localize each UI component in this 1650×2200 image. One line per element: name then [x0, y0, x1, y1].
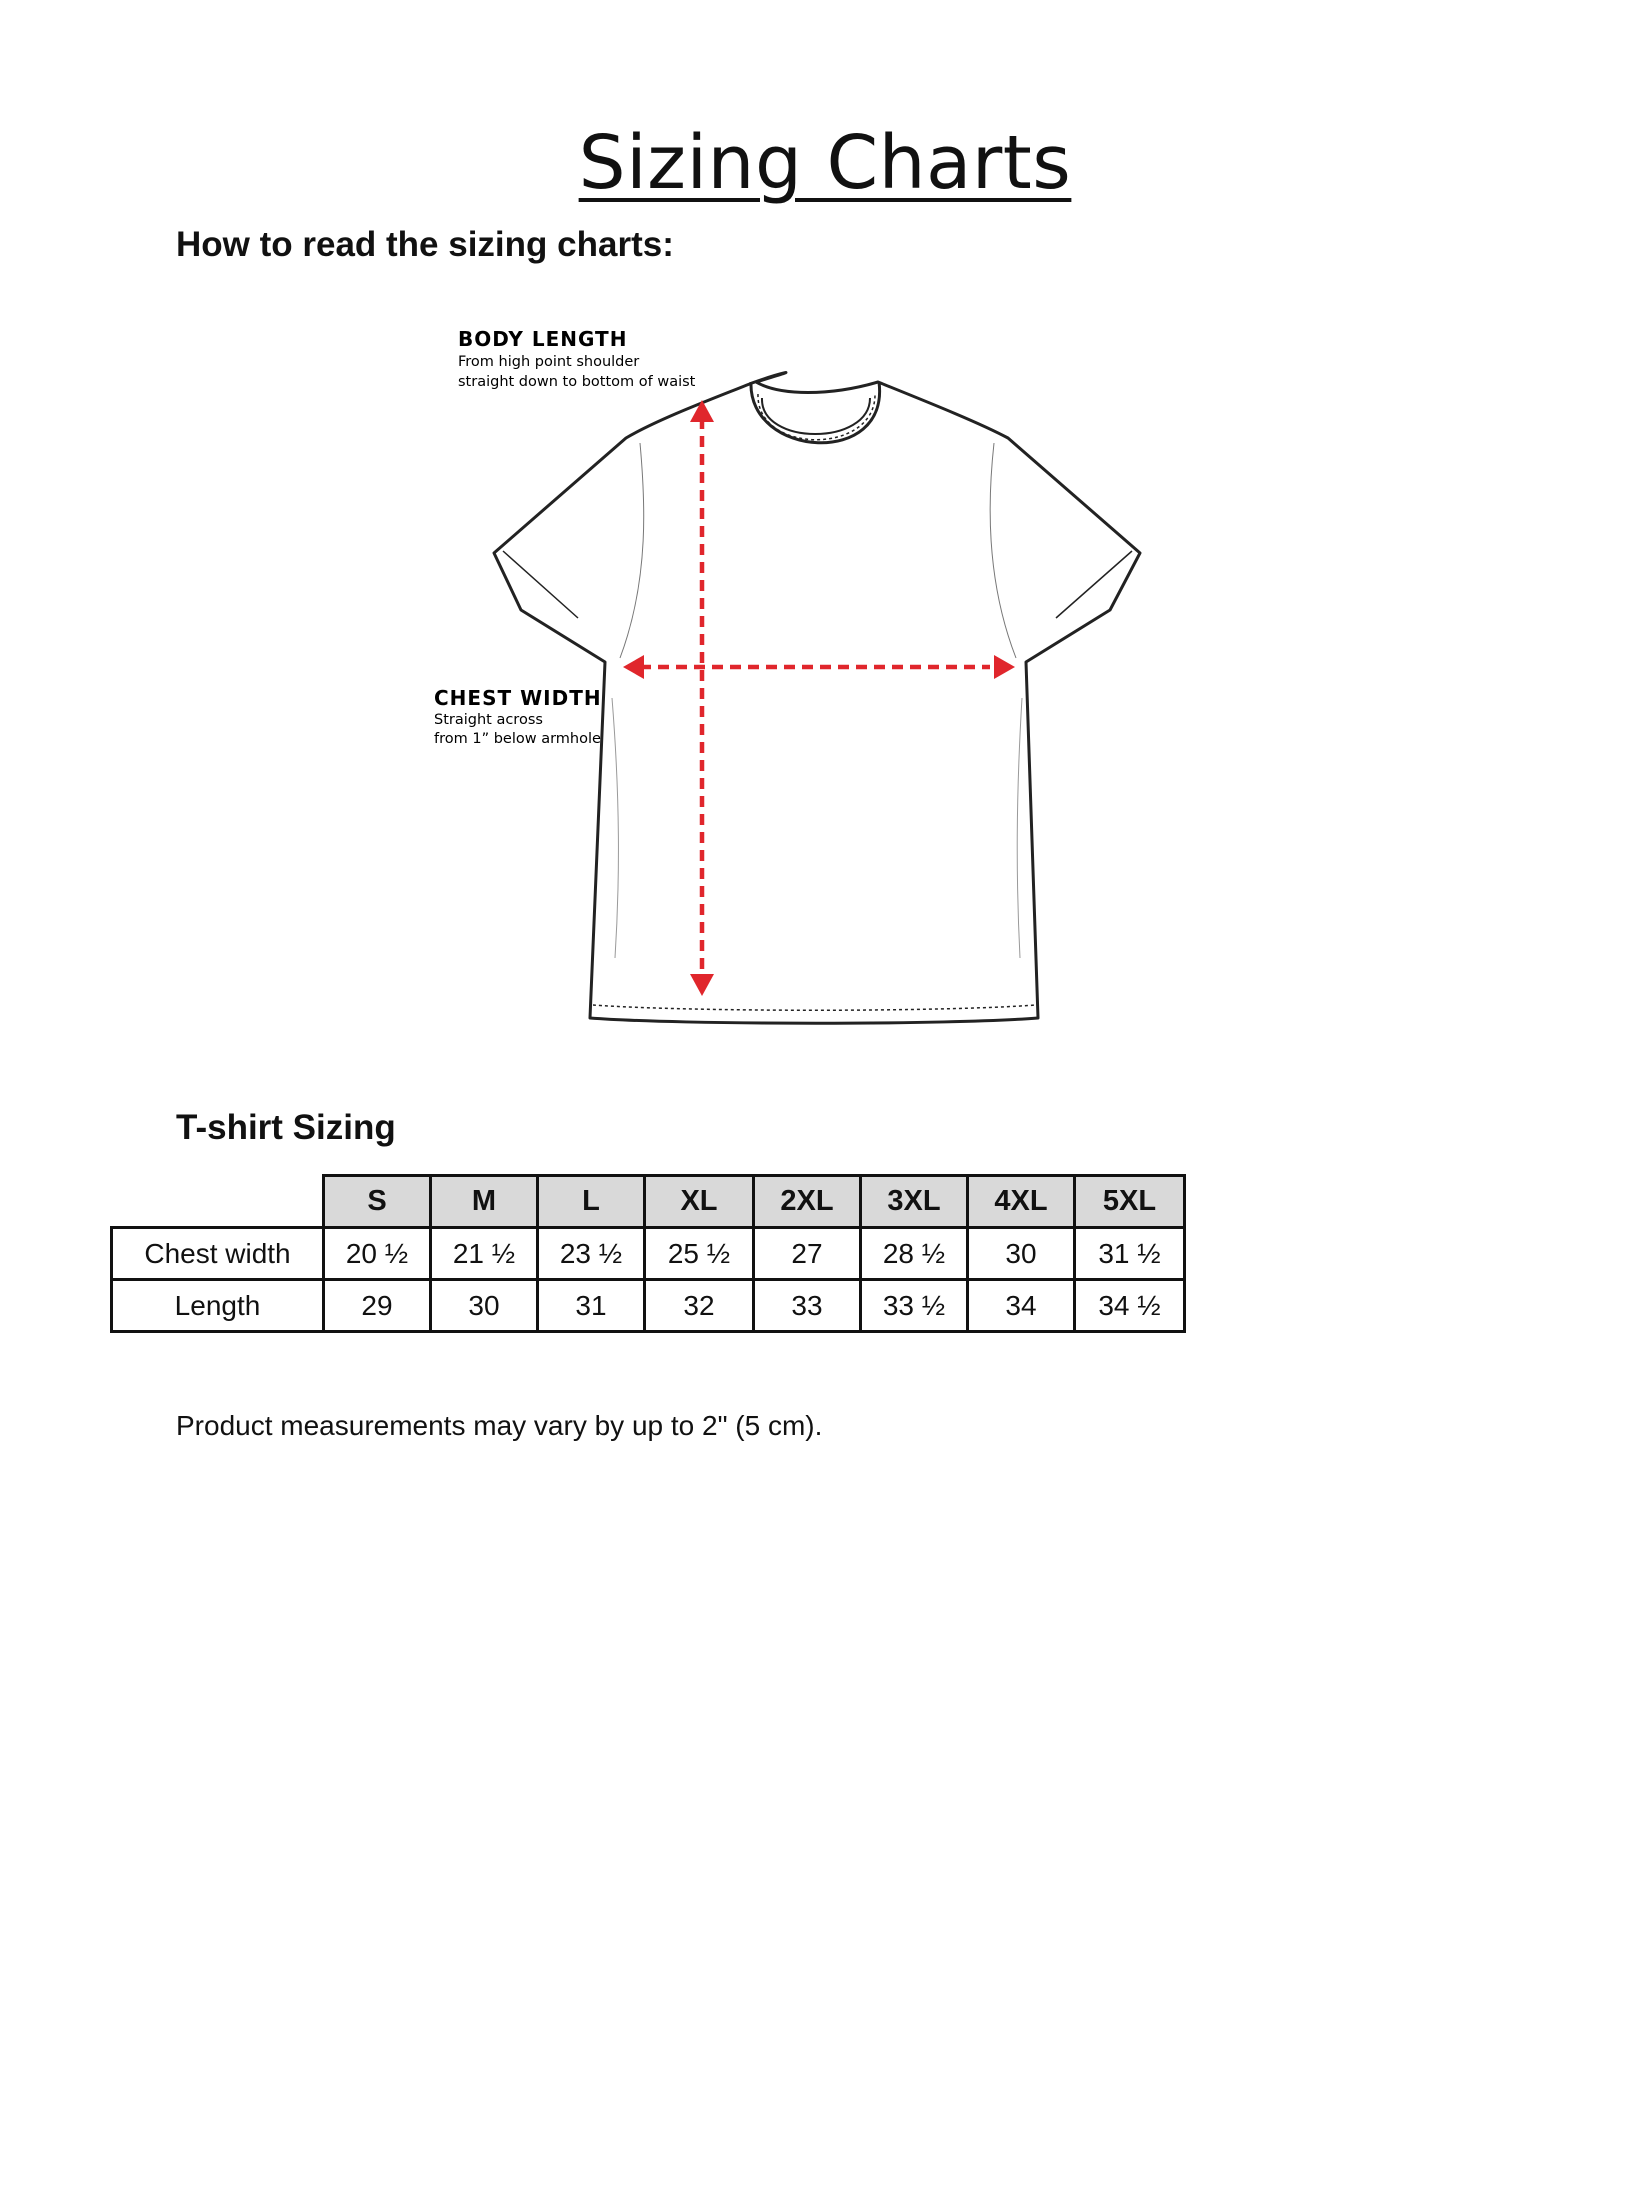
body-length-desc-line2: straight down to bottom of waist	[458, 374, 696, 390]
table-cell: 25 ½	[645, 1228, 754, 1280]
table-row	[112, 1228, 1185, 1280]
table-cell: 34 ½	[1075, 1280, 1185, 1332]
left-side-seam	[620, 443, 644, 658]
table-corner	[112, 1176, 324, 1228]
tshirt-sizing-heading: T-shirt Sizing	[176, 1108, 396, 1147]
body-length-desc-line1: From high point shoulder	[458, 354, 640, 370]
how-to-read-heading: How to read the sizing charts:	[176, 225, 674, 264]
measurement-note: Product measurements may vary by up to 2" (5 cm).	[176, 1410, 823, 1441]
page-title: Sizing Charts	[578, 119, 1072, 206]
table-cell: 34	[968, 1280, 1075, 1332]
table-row	[112, 1280, 1185, 1332]
table-cell: 33	[754, 1280, 861, 1332]
table-cell: 31	[538, 1280, 645, 1332]
chest-width-label: CHEST WIDTH	[434, 686, 602, 710]
table-cell: 31 ½	[1075, 1228, 1185, 1280]
size-header: 4XL	[968, 1176, 1075, 1228]
tshirt-measurement-diagram	[430, 318, 1190, 1038]
table-cell: 33 ½	[861, 1280, 968, 1332]
row-label: Length	[112, 1280, 324, 1332]
table-cell: 32	[645, 1280, 754, 1332]
left-body-seam	[612, 698, 618, 958]
left-sleeve-hem	[503, 551, 578, 618]
table-cell: 30	[968, 1228, 1075, 1280]
table-cell: 29	[324, 1280, 431, 1332]
size-header: 2XL	[754, 1176, 861, 1228]
size-header: M	[431, 1176, 538, 1228]
body-length-arrow	[690, 400, 714, 996]
size-table	[110, 1174, 1186, 1333]
right-sleeve-hem	[1056, 551, 1132, 618]
size-header: XL	[645, 1176, 754, 1228]
table-cell: 21 ½	[431, 1228, 538, 1280]
table-cell: 30	[431, 1280, 538, 1332]
size-header: 3XL	[861, 1176, 968, 1228]
table-cell: 23 ½	[538, 1228, 645, 1280]
table-cell: 20 ½	[324, 1228, 431, 1280]
size-header-row	[112, 1176, 1185, 1228]
body-length-label: BODY LENGTH	[458, 327, 628, 351]
size-header: L	[538, 1176, 645, 1228]
right-side-seam	[990, 443, 1016, 658]
size-header: S	[324, 1176, 431, 1228]
chest-width-desc-line1: Straight across	[434, 712, 543, 728]
table-cell: 28 ½	[861, 1228, 968, 1280]
tshirt-collar-inner	[762, 398, 870, 434]
size-header: 5XL	[1075, 1176, 1185, 1228]
bottom-hem-stitch	[593, 1005, 1036, 1010]
right-body-seam	[1017, 698, 1022, 958]
table-cell: 27	[754, 1228, 861, 1280]
chest-width-desc-line2: from 1” below armhole	[434, 731, 601, 747]
row-label: Chest width	[112, 1228, 324, 1280]
chest-width-arrow	[623, 655, 1015, 679]
